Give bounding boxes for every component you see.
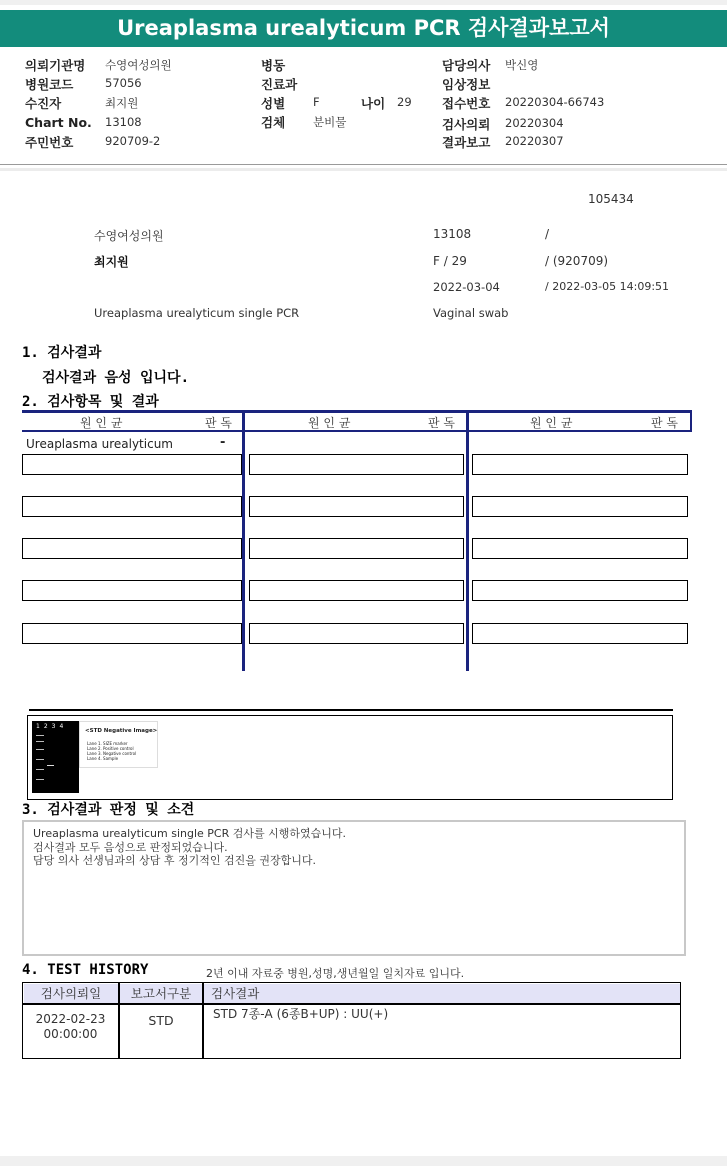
section2-title: 2. 검사항목 및 결과 bbox=[22, 394, 159, 410]
col3-header-pathogen: 원 인 균 bbox=[530, 416, 573, 430]
report-title: Ureaplasma urealyticum PCR 검사결과보고서 bbox=[0, 10, 727, 47]
gel-lane-4: 4 bbox=[59, 723, 68, 730]
label-chart-no: Chart No. bbox=[25, 115, 92, 130]
info-specimen: Vaginal swab bbox=[433, 306, 509, 320]
label-request-date: 검사의뢰 bbox=[442, 117, 491, 132]
label-receipt-no: 접수번호 bbox=[442, 96, 491, 111]
section1-result: 검사결과 음성 입니다. bbox=[42, 370, 190, 386]
col2-header-pathogen: 원 인 균 bbox=[308, 416, 351, 430]
section4-title: 4. TEST HISTORY bbox=[22, 962, 149, 978]
history-col-border bbox=[202, 982, 204, 1059]
table-top-border bbox=[22, 410, 692, 413]
result-box bbox=[249, 454, 464, 475]
label-specimen: 검체 bbox=[261, 115, 286, 130]
history-row-result: STD 7종-A (6종B+UP) : UU(+) bbox=[213, 1007, 389, 1021]
label-department: 진료과 bbox=[261, 77, 298, 92]
label-resident-no: 주민번호 bbox=[25, 135, 74, 150]
gel-caption-line: Lane 4. Sample bbox=[87, 756, 119, 761]
gel-caption-line: Lane 3. Negative control bbox=[87, 751, 137, 756]
result-box bbox=[472, 538, 688, 559]
history-header-date: 검사의뢰일 bbox=[24, 984, 119, 1004]
opinion-line: 담당 의사 선생님과의 상담 후 정기적인 검진을 권장합니다. bbox=[33, 854, 316, 867]
col2-header-result: 판 독 bbox=[428, 416, 455, 430]
info-request-date: 2022-03-04 bbox=[433, 280, 500, 294]
result-box bbox=[249, 580, 464, 601]
gel-top-line bbox=[29, 709, 673, 711]
col1-header-pathogen: 원 인 균 bbox=[80, 416, 123, 430]
table-row-result: - bbox=[220, 435, 226, 450]
result-box bbox=[472, 496, 688, 517]
label-patient: 수진자 bbox=[25, 96, 62, 111]
opinion-line: 검사결과 모두 음성으로 판정되었습니다. bbox=[33, 840, 228, 854]
result-box bbox=[22, 496, 242, 517]
top-strip bbox=[0, 0, 727, 5]
info-slash: / bbox=[545, 227, 550, 241]
section1-title: 1. 검사결과 bbox=[22, 345, 102, 361]
history-time: 00:00:00 bbox=[43, 1027, 98, 1041]
table-row-pathogen: Ureaplasma urealyticum bbox=[26, 437, 173, 451]
history-date: 2022-02-23 bbox=[35, 1012, 106, 1026]
gel-caption-line: Lane 2. Positive control bbox=[87, 746, 134, 751]
value-receipt-no: 20220304-66743 bbox=[505, 95, 605, 109]
result-box bbox=[249, 538, 464, 559]
info-birth: / (920709) bbox=[545, 254, 609, 268]
table-right-border bbox=[690, 410, 692, 432]
history-row-date bbox=[23, 1012, 118, 1042]
value-chart-no: 13108 bbox=[105, 115, 142, 129]
info-test-name: Ureaplasma urealyticum single PCR bbox=[94, 306, 300, 320]
history-header-result: 검사결과 bbox=[204, 984, 680, 1004]
bottom-strip bbox=[0, 1156, 727, 1166]
gel-lane-3: 3 bbox=[51, 723, 60, 730]
value-sex: F bbox=[313, 95, 320, 109]
gel-caption-title: <STD Negative Image> bbox=[85, 728, 158, 734]
gel-caption-line: Lane 1. SIZE marker bbox=[87, 741, 128, 746]
info-hospital: 수영여성의원 bbox=[94, 229, 164, 243]
gel-lane-2: 2 bbox=[43, 723, 52, 730]
label-clinical-info: 임상정보 bbox=[442, 77, 491, 92]
history-header-type: 보고서구분 bbox=[120, 984, 202, 1004]
opinion-panel bbox=[22, 820, 686, 956]
opinion-line: Ureaplasma urealyticum single PCR 검사를 시행하였습니다. bbox=[33, 827, 346, 840]
result-box bbox=[22, 580, 242, 601]
label-report-date: 결과보고 bbox=[442, 135, 491, 150]
result-box bbox=[249, 623, 464, 644]
col1-header-result: 판 독 bbox=[205, 416, 232, 430]
result-box bbox=[249, 496, 464, 517]
info-sex-age: F / 29 bbox=[433, 254, 467, 268]
table-col-divider-2 bbox=[466, 410, 469, 671]
label-hospital-code: 병원코드 bbox=[25, 77, 74, 92]
gel-image bbox=[32, 721, 79, 793]
value-resident-no: 920709-2 bbox=[105, 134, 161, 148]
value-institution: 수영여성의원 bbox=[105, 58, 172, 72]
value-specimen: 분비물 bbox=[313, 115, 347, 129]
value-age: 29 bbox=[397, 95, 412, 109]
result-box bbox=[472, 623, 688, 644]
label-ward: 병동 bbox=[261, 58, 286, 73]
result-box bbox=[22, 623, 242, 644]
value-request-date: 20220304 bbox=[505, 116, 564, 130]
result-box bbox=[472, 580, 688, 601]
value-report-date: 20220307 bbox=[505, 134, 564, 148]
label-age: 나이 bbox=[361, 96, 386, 111]
value-hospital-code: 57056 bbox=[105, 76, 142, 90]
label-sex: 성별 bbox=[261, 96, 286, 111]
info-chart: 13108 bbox=[433, 227, 472, 241]
col3-header-result: 판 독 bbox=[651, 416, 678, 430]
gel-caption bbox=[79, 721, 158, 768]
header-divider-shadow bbox=[0, 168, 727, 171]
gel-lane-1: 1 bbox=[36, 723, 44, 730]
section3-title: 3. 검사결과 판정 및 소견 bbox=[22, 802, 195, 818]
table-header-border bbox=[22, 430, 692, 432]
result-box bbox=[22, 454, 242, 475]
label-doctor: 담당의사 bbox=[442, 58, 491, 73]
info-patient: 최지원 bbox=[94, 255, 129, 269]
value-doctor: 박신영 bbox=[505, 58, 539, 72]
history-row-type: STD bbox=[148, 1013, 174, 1028]
section4-note: 2년 이내 자료중 병원,성명,생년월일 일치자료 입니다. bbox=[206, 967, 465, 980]
document-number: 105434 bbox=[588, 192, 634, 206]
info-report-datetime: / 2022-03-05 14:09:51 bbox=[545, 280, 670, 293]
value-patient: 최지원 bbox=[105, 96, 139, 110]
header-divider bbox=[0, 164, 727, 165]
table-col-divider-1 bbox=[242, 410, 245, 671]
result-box bbox=[22, 538, 242, 559]
result-box bbox=[472, 454, 688, 475]
label-institution: 의뢰기관명 bbox=[25, 58, 86, 73]
